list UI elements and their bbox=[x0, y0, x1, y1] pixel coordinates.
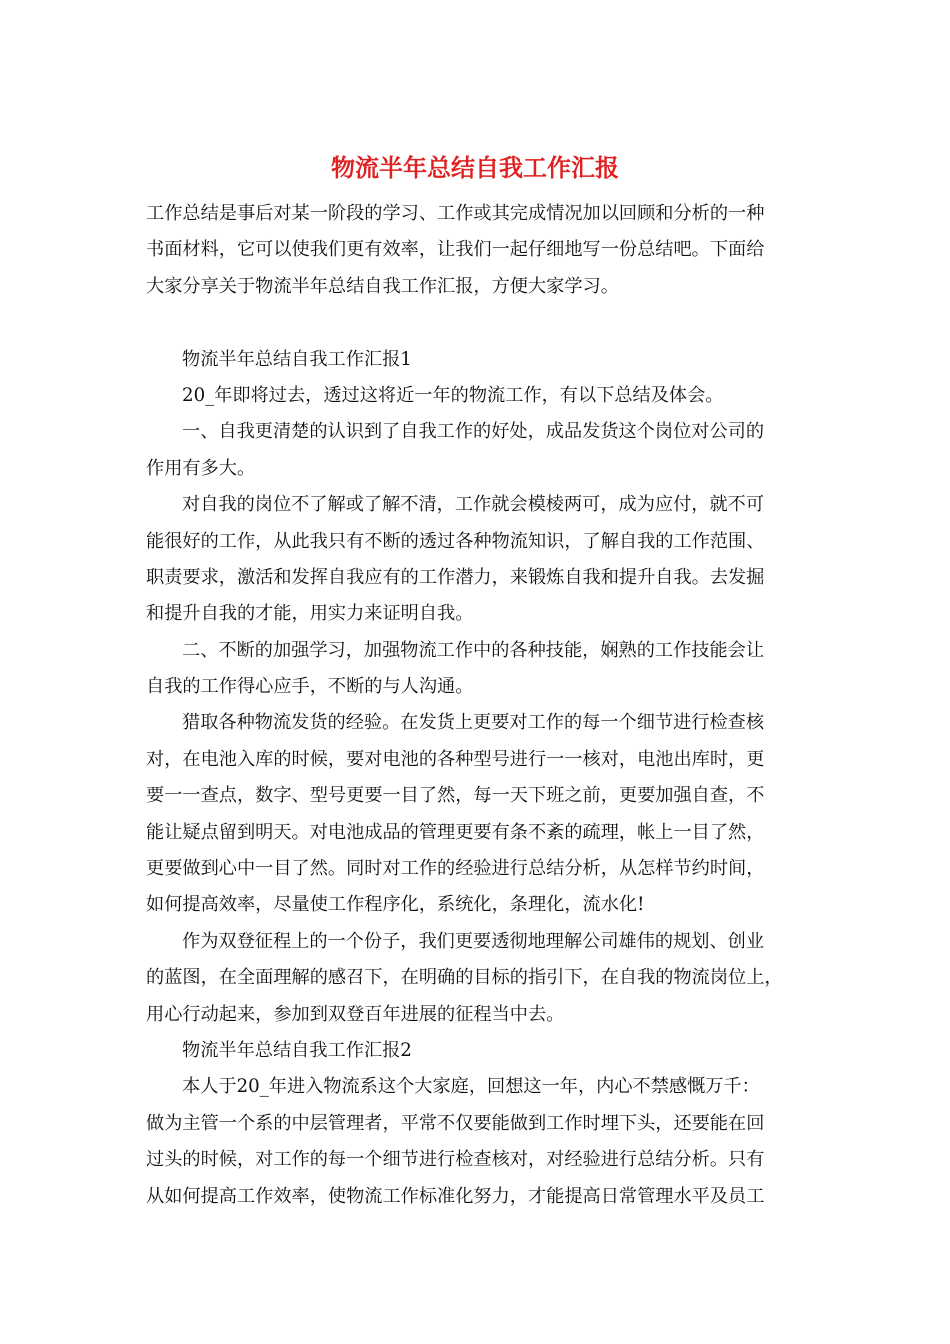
paragraph-line-indented: 20_年即将过去，透过这将近一年的物流工作，有以下总结及体会。 bbox=[182, 384, 724, 406]
paragraph-line-indented: 二、不断的加强学习，加强物流工作中的各种技能，娴熟的工作技能会让 bbox=[182, 639, 765, 661]
blank-line bbox=[146, 305, 806, 341]
paragraph-line: 要一一查点，数字、型号更要一目了然，每一天下班之前，更要加强自查，不 bbox=[146, 785, 765, 807]
paragraph-line: 对，在电池入库的时候，要对电池的各种型号进行一一核对，电池出库时，更 bbox=[146, 748, 765, 770]
paragraph-line: 工作总结是事后对某一阶段的学习、工作或其完成情况加以回顾和分析的一种 bbox=[146, 203, 765, 224]
paragraph-line: 从如何提高工作效率，使物流工作标准化努力，才能提高日常管理水平及员工 bbox=[146, 1185, 765, 1207]
paragraph-line: 的蓝图，在全面理解的感召下，在明确的目标的指引下，在自我的物流岗位上， bbox=[146, 967, 783, 989]
paragraph-line: 能让疑点留到明天。对电池成品的管理更要有条不紊的疏理，帐上一目了然， bbox=[146, 821, 765, 843]
paragraph-line-indented: 对自我的岗位不了解或了解不清，工作就会模棱两可，成为应付，就不可 bbox=[182, 494, 765, 516]
paragraph-line-indented: 作为双登征程上的一个份子，我们更要透彻地理解公司雄伟的规划、创业 bbox=[182, 930, 765, 952]
paragraph-line: 做为主管一个系的中层管理者，平常不仅要能做到工作时埋下头，还要能在回 bbox=[146, 1112, 765, 1134]
document-title: 物流半年总结自我工作汇报 bbox=[331, 153, 619, 182]
paragraph-line-indented: 一、自我更清楚的认识到了自我工作的好处，成品发货这个岗位对公司的 bbox=[182, 421, 765, 443]
paragraph-line-indented: 本人于20_年进入物流系这个大家庭，回想这一年，内心不禁感慨万千： bbox=[182, 1076, 760, 1098]
paragraph-line-indented: 物流半年总结自我工作汇报1 bbox=[182, 348, 412, 370]
paragraph-line-indented: 物流半年总结自我工作汇报2 bbox=[182, 1039, 412, 1061]
paragraph-line: 能很好的工作，从此我只有不断的透过各种物流知识，了解自我的工作范围、 bbox=[146, 530, 765, 552]
paragraph-line: 更要做到心中一目了然。同时对工作的经验进行总结分析，从怎样节约时间， bbox=[146, 858, 765, 880]
paragraph-line: 用心行动起来，参加到双登百年进展的征程当中去。 bbox=[146, 1003, 565, 1025]
paragraph-line: 书面材料，它可以使我们更有效率，让我们一起仔细地写一份总结吧。下面给 bbox=[146, 239, 765, 261]
paragraph-line: 如何提高效率，尽量使工作程序化，系统化，条理化，流水化! bbox=[146, 894, 645, 916]
paragraph-line: 大家分享关于物流半年总结自我工作汇报，方便大家学习。 bbox=[146, 275, 619, 297]
paragraph-line: 自我的工作得心应手，不断的与人沟通。 bbox=[146, 676, 474, 698]
paragraph-line: 和提升自我的才能，用实力来证明自我。 bbox=[146, 603, 474, 625]
paragraph-line: 职责要求，激活和发挥自我应有的工作潜力，来锻炼自我和提升自我。去发掘 bbox=[146, 566, 765, 588]
document-body bbox=[146, 196, 806, 1215]
paragraph-line: 作用有多大。 bbox=[146, 457, 256, 479]
paragraph-line: 过头的时候，对工作的每一个细节进行检查核对，对经验进行总结分析。只有 bbox=[146, 1149, 765, 1171]
paragraph-line-indented: 猎取各种物流发货的经验。在发货上更要对工作的每一个细节进行检查核 bbox=[182, 712, 765, 734]
